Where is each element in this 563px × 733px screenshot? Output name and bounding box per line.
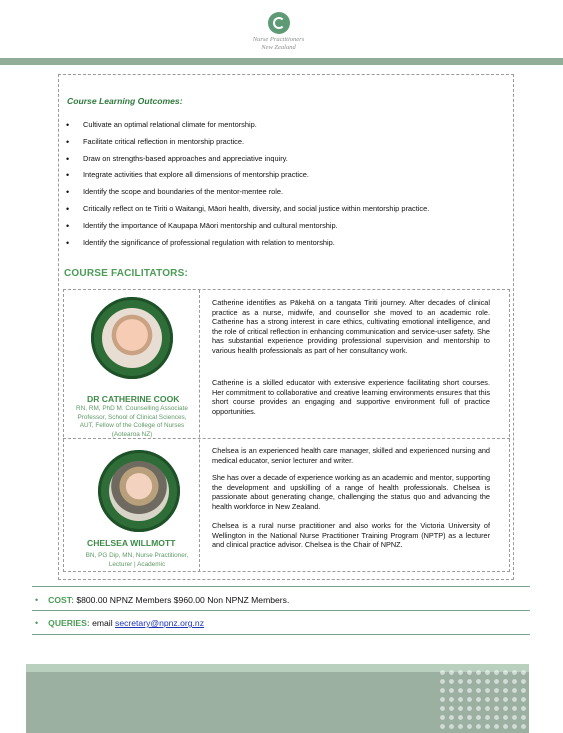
cost-label: COST: [48, 595, 74, 605]
outcome-item: • Facilitate critical reflection in mentorship practice. [66, 134, 506, 151]
facilitator-name: CHELSEA WILLMOTT [87, 538, 176, 548]
koru-logo-icon [268, 12, 290, 34]
divider [32, 634, 530, 635]
decorative-pattern [438, 668, 529, 733]
facilitator-bio: Chelsea is a rural nurse practitioner and also works for the Victoria University of Wellington in the National Nurse Practitioner Training Program (NPTP) as a lecturer and clinical practice advisor. Chelsea is the Chair of NPNZ. [212, 521, 490, 549]
outcome-item: • Identify the importance of Kaupapa Māori mentorship and cultural mentorship. [66, 218, 506, 235]
portrait-image [102, 308, 162, 368]
facilitator-bio: Chelsea is an experienced health care manager, skilled and experienced nursing and medical educator, senior lecturer and writer. [212, 446, 490, 465]
outcome-item: • Cultivate an optimal relational climate for mentorship. [66, 117, 506, 134]
queries-line [35, 618, 204, 628]
outcomes-list [66, 117, 506, 251]
cost-text: $800.00 NPNZ Members $960.00 Non NPNZ Members. [76, 595, 290, 605]
outcome-item: • Critically reflect on te Tiriti o Waitangi, Māori health, diversity, and social justice within mentorship practice. [66, 201, 506, 218]
queries-email-link[interactable]: secretary@npnz.org.nz [115, 618, 205, 628]
facilitator-bio: She has over a decade of experience working as an academic and mentor, supporting the development and upskilling of a range of health professionals. Chelsea is passionate about generating change, challenging the status quo and advancing the health workforce in New Zealand. [212, 473, 490, 511]
header-band [0, 58, 563, 65]
facilitator-bio: Catherine identifies as Pākehā on a tangata Tiriti journey. After decades of clinical practice as a nurse, midwife, and counsellor she moved to an academic role. Catherine has a strong interest in care ethics, cultivating emotional intelligence, and the role of critical reflection in enhancing communication and service-user safety. She has substantial experience providing professional supervision and mentorship to various health professionals as part of her consultancy work. [212, 298, 490, 355]
facilitators-heading: COURSE FACILITATORS: [64, 268, 188, 279]
chelsea-photo [98, 450, 180, 532]
cost-line [35, 595, 289, 605]
npnz-logo [241, 12, 316, 51]
bullet-icon: • [35, 595, 39, 605]
catherine-photo [91, 297, 173, 379]
facilitator-bio: Catherine is a skilled educator with extensive experience facilitating short courses. Her commitment to collaborative and creative learning environments ensures that this short course provides an engaging and supportive environment full of practice opportunities. [212, 378, 490, 416]
outcome-item: • Integrate activities that explore all dimensions of mentorship practice. [66, 167, 506, 184]
facilitator-credentials: RN, RM, PhD M. Counselling Associate Professor, School of Clinical Sciences, AUT, Fellow of the College of Nurses (Aotearoa NZ) [76, 405, 188, 438]
portrait-image [109, 461, 169, 521]
outcome-item: • Draw on strengths-based approaches and appreciative inquiry. [66, 151, 506, 168]
facilitator-name: DR CATHERINE COOK [87, 394, 180, 404]
outcome-item: • Identify the scope and boundaries of the mentor-mentee role. [66, 184, 506, 201]
divider [32, 586, 530, 587]
outcome-item: • Identify the significance of professional regulation with relation to mentorship. [66, 235, 506, 252]
facilitator-credentials: BN, PG Dip, MN, Nurse Practitioner, Lecturer | Academic [85, 552, 189, 568]
queries-label: QUERIES: [48, 618, 90, 628]
outcomes-title: Course Learning Outcomes: [67, 96, 183, 106]
bullet-icon: • [35, 618, 39, 628]
queries-prefix: email [92, 618, 113, 628]
table-column-divider [199, 290, 200, 572]
logo-text-line1: Nurse Practitioners [252, 36, 305, 43]
divider [32, 610, 530, 611]
logo-text-line2: New Zealand [261, 43, 296, 51]
